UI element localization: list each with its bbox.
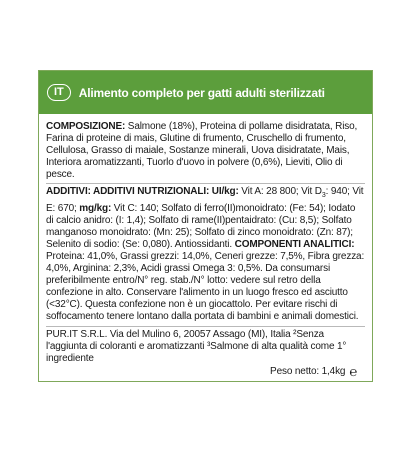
net-weight-row <box>46 363 365 379</box>
analytic-text: Proteina: 41,0%, Grassi grezzi: 14,0%, Ceneri grezze: 7,5%, Fibra grezza: 4,0%, Arginina: 2,3%, Acidi grassi Omega 3: 0,5%. Da consumarsi preferibilmente entro/N° reg. stab./N° lotto: vedere sul retro della confezione in alto. Conservare l'alimento in un luogo fresco ed asciutto (<32°C). Questa confezione non è un giocattolo. Per evitare rischi di soffocamento tenere lontano dalla portata di bambini e animali domestici. <box>46 250 365 323</box>
composition-block <box>46 121 365 181</box>
divider <box>46 326 365 327</box>
divider <box>46 183 365 184</box>
analytic-heading: COMPONENTI ANALITICI: <box>232 238 355 250</box>
additives-text-2: : 940; Vit E: 670; <box>46 186 364 214</box>
additives-block <box>46 186 365 323</box>
additives-text-1: Vit A: 28 800; Vit D <box>238 186 322 198</box>
mgkg-heading: mg/kg: <box>79 202 112 214</box>
footer-text: PUR.IT S.R.L. Via del Mulino 6, 20057 Assago (MI), Italia ²Senza l'aggiunta di coloranti e aromatizzanti ³Salmone di alta qualità come 1° ingrediente <box>46 328 347 364</box>
label-body <box>39 114 372 378</box>
estimated-sign-icon: ℮ <box>349 363 357 379</box>
language-badge: IT <box>47 84 71 101</box>
header-banner <box>39 71 372 114</box>
additives-heading: ADDITIVI: ADDITIVI NUTRIZIONALI: UI/kg: <box>46 186 239 198</box>
label-panel <box>38 70 373 382</box>
composition-heading: COMPOSIZIONE: <box>46 121 126 132</box>
product-title: Alimento completo per gatti adulti sterilizzati <box>78 85 325 100</box>
net-weight: Peso netto: 1,4kg <box>270 365 346 377</box>
composition-text: Salmone (18%), Proteina di pollame disidratata, Riso, Farina di proteine di mais, Glutine di frumento, Cruschello di frumento, Cellulosa, Grasso di maiale, Sostanze minerali, Uova disidratate, Mais, Interiora aromatizzanti, Tuorlo d'uovo in polvere (0,6%), Lieviti, Olio di pesce. <box>46 121 358 181</box>
additives-text-3: Vit C: 140; Solfato di ferro(II)monoidrato: (Fe: 54); Iodato di calcio anidro: (I: 1,4); Solfato di rame(II)pentaidrato: (Cu: 8,5); Solfato manganoso monoidrato: (Mn: 25); Solfato di zinco monoidrato: (Zn: 87); Selenito di sodio: (Se: 0,080). Antiossidanti. <box>46 202 356 250</box>
additives-subscript: 3 <box>321 192 326 200</box>
